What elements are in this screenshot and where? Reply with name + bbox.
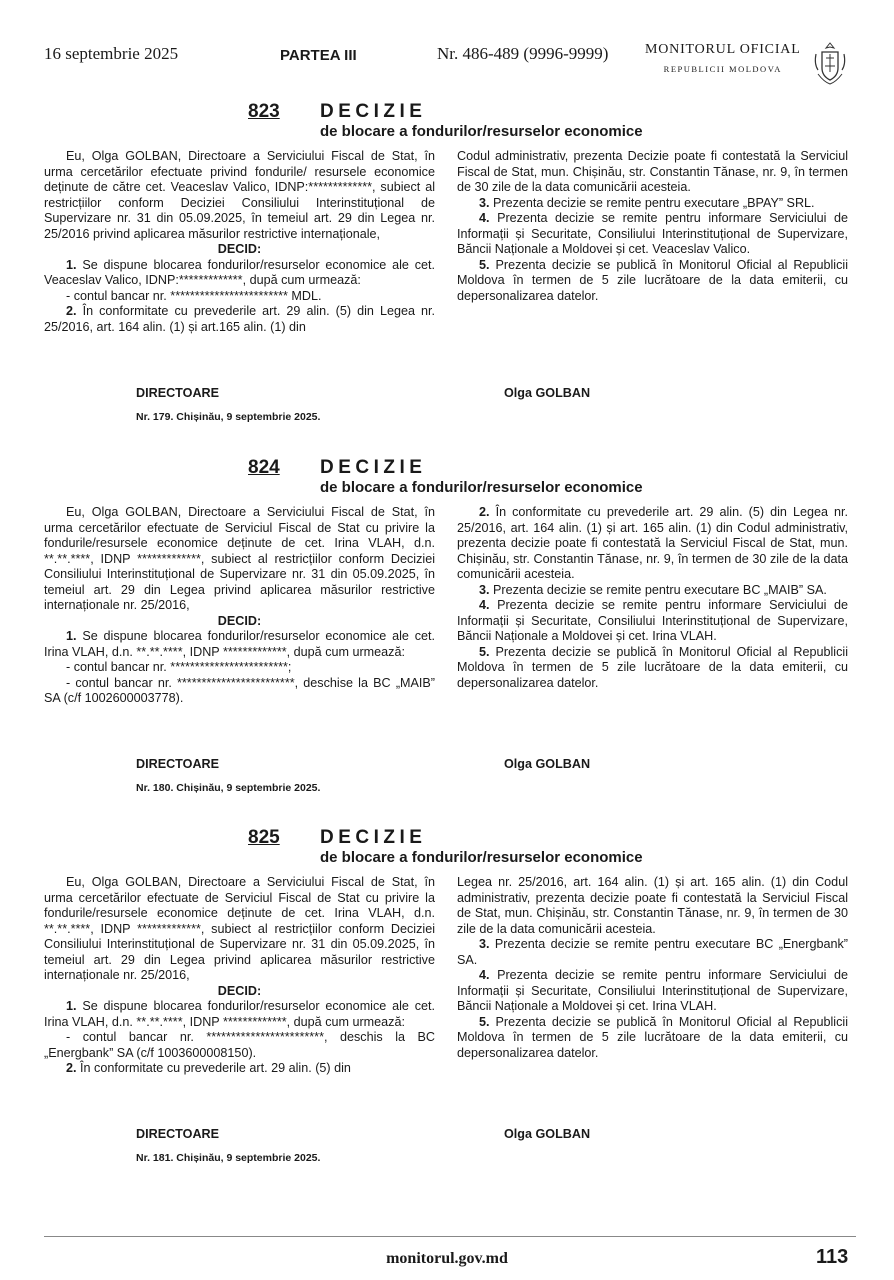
point-number: 3. [479,195,490,210]
decid-heading: DECID: [217,242,262,256]
intro-paragraph: Eu, Olga GOLBAN, Directoare a Serviciului Fiscal de Stat, în urma cercetărilor efectuate privind fondurile/ resursele economice deținute de către cet. Veaceslav Valico, IDNP:*************, subiect al restricțiilor conform Deciziei Consiliului Interinstituțional de Supervizare nr. 31 din 05.09.2025, în temeiul art. 29 din Legea nr. 25/2016 privind aplicarea măsurilor restrictive internaționale, [44,149,435,241]
point-number: 4. [479,968,490,982]
point-number: 5. [479,644,490,659]
point-number: 5. [479,1014,490,1029]
point-text: Prezenta decizie se remite pentru informare Serviciului de Informații și Securitate, Consiliului Interinstituțional de Supervizare, Băncii Naționale a Moldovei și cet. Irina VLAH. [457,598,848,643]
bullet-item: - contul bancar nr. ************************, deschise la BC „MAIB” SA (c/f 1002600003778). [44,675,435,705]
point-1 [44,258,435,289]
point-text: Prezenta decizie se remite pentru executare BC „Energbank” SA. [457,937,848,967]
point-2-continued: Codul administrativ, prezenta Decizie poate fi contestată la Serviciul Fiscal de Stat, mun. Chișinău, str. Constantin Tănase, nr. 9, în termen de 30 zile de la data comunicării acesteia. [457,149,848,194]
point-number: 2. [479,505,490,519]
footer-url: monitorul.gov.md [386,1250,508,1267]
decision-title: DECIZIE [320,101,427,122]
point-number: 1. [66,257,77,272]
decision-825 [44,827,856,1164]
point-3 [457,583,848,599]
page-number: 113 [816,1246,849,1268]
issue-date: 16 septembrie 2025 [44,44,179,63]
point-5 [457,258,848,305]
publication-name-line1: MONITORUL OFICIAL [645,42,801,57]
point-number: 3. [479,937,490,951]
decision-body [44,149,856,423]
point-4 [457,968,848,1015]
publication-name [645,42,801,74]
decision-823 [44,101,856,423]
part-label: PARTEA III [280,47,357,64]
point-number: 4. [479,598,490,612]
point-5 [457,1015,848,1062]
decision-number: 824 [248,457,280,478]
intro-paragraph: Eu, Olga GOLBAN, Directoare a Serviciului Fiscal de Stat, în urma cercetărilor efectuate de Serviciul Fiscal de Stat cu privire la fondurile/resursele economice deținute de cet. Irina VLAH, d.n. **.**.****, IDNP *************, subiect al restricțiilor conform Deciziei Consiliului Interinstituțional de Supervizare nr. 31 din 05.09.2025, în temeiul art. 29 din Legea privind aplicarea măsurilor restrictive internaționale nr. 25/2016, [44,505,435,612]
point-5 [457,645,848,692]
point-2 [44,304,435,335]
decision-reference: Nr. 180. Chișinău, 9 septembrie 2025. [136,782,321,794]
point-text: Prezenta decizie se publică în Monitorul Oficial al Republicii Moldova în termen de 5 zile lucrătoare de la data emiterii, cu depersonalizarea datelor. [457,257,849,303]
publication-name-line2: REPUBLICII MOLDOVA [663,64,782,74]
point-text: Prezenta decizie se remite pentru informare Serviciului de Informații și Securitate, Consiliului Interinstituțional de Supervizare, Băncii Naționale a Moldovei și cet. Veaceslav Valico. [457,211,848,256]
decision-subtitle: de blocare a fondurilor/resurselor economice [320,849,643,866]
point-number: 5. [479,257,490,272]
point-2 [457,505,848,583]
point-3 [457,937,848,968]
left-column [44,505,435,707]
signer-role: DIRECTOARE [136,386,220,400]
decision-heading [44,827,856,869]
point-text: În conformitate cu prevederile art. 29 alin. (5) din Legea nr. 25/2016, art. 164 alin. (1) și art. 165 alin. (1) din Codul administrativ, prezenta decizie poate fi contestată la Serviciul Fiscal de Stat, mun. Chișinău, str. Constantin Tănase, nr. 9, în termen de 30 zile de la data comunicării acesteia. [457,505,849,581]
decision-body [44,505,856,794]
point-1 [44,999,435,1030]
point-text: Se dispune blocarea fondurilor/resurselor economice ale cet. Veaceslav Valico, IDNP:*************, după cum urmează: [44,257,435,287]
left-column [44,875,435,1077]
point-3 [457,196,848,212]
point-text: În conformitate cu prevederile art. 29 alin. (5) din [80,1061,351,1075]
point-text: Prezenta decizie se remite pentru executare „BPAY” SRL. [493,195,815,210]
decision-subtitle: de blocare a fondurilor/resurselor economice [320,123,643,140]
decision-title: DECIZIE [320,827,427,848]
signer-role: DIRECTOARE [136,757,220,771]
decision-824 [44,457,856,794]
point-number: 1. [66,999,77,1013]
point-1 [44,629,435,660]
signer-role: DIRECTOARE [136,1127,220,1141]
point-4 [457,211,848,258]
decision-subtitle: de blocare a fondurilor/resurselor economice [320,479,643,496]
decision-title: DECIZIE [320,457,427,478]
point-text: Prezenta decizie se publică în Monitorul Oficial al Republicii Moldova în termen de 5 zile lucrătoare de la data emiterii, cu depersonalizarea datelor. [457,644,849,690]
point-text: În conformitate cu prevederile art. 29 alin. (5) din Legea nr. 25/2016, art. 164 alin. (1) și art.165 alin. (1) din [44,304,436,334]
decision-reference: Nr. 179. Chișinău, 9 septembrie 2025. [136,411,321,423]
point-number: 2. [66,304,77,318]
right-column [457,875,848,1061]
bullet-item: - contul bancar nr. ************************; [66,660,292,674]
signer-name: Olga GOLBAN [504,757,591,771]
left-column [44,149,435,335]
point-text: Prezenta decizie se remite pentru executare BC „MAIB” SA. [493,582,827,597]
issue-number: Nr. 486-489 (9996-9999) [437,44,609,63]
point-number: 4. [479,211,490,225]
decision-body [44,875,856,1164]
point-2-continued: Legea nr. 25/2016, art. 164 alin. (1) și art. 165 alin. (1) din Codul administrativ, prezenta decizie poate fi contestată la Serviciul Fiscal de Stat, mun. Chișinău, str. Constantin Tănase, nr. 9, în termen de 30 zile de la data comunicării acesteia. [457,875,848,936]
point-number: 1. [66,629,77,643]
decision-heading [44,457,856,499]
coat-of-arms-icon [812,40,848,86]
decid-heading: DECID: [217,613,262,628]
point-number: 2. [66,1061,77,1075]
point-text: Prezenta decizie se remite pentru informare Serviciului de Informații și Securitate, Consiliului Interinstituțional de Supervizare, Băncii Naționale a Moldovei și cet. Irina VLAH. [457,968,848,1013]
right-column [457,505,848,691]
point-number: 3. [479,582,490,597]
signer-name: Olga GOLBAN [504,1127,591,1141]
point-text: Se dispune blocarea fondurilor/resurselor economice ale cet. Irina VLAH, d.n. **.**.****, IDNP *************, după cum urmează: [44,999,435,1029]
bullet-item: - contul bancar nr. ************************, deschis la BC „Energbank” SA (c/f 1003600008150). [44,1030,435,1060]
footer-divider [44,1236,856,1237]
point-text: Prezenta decizie se publică în Monitorul Oficial al Republicii Moldova în termen de 5 zile lucrătoare de la data emiterii, cu depersonalizarea datelor. [457,1014,849,1060]
page-header [44,36,856,96]
bullet-item: - contul bancar nr. ************************ MDL. [66,288,322,303]
point-2 [44,1061,435,1077]
point-text: Se dispune blocarea fondurilor/resurselor economice ale cet. Irina VLAH, d.n. **.**.****, IDNP *************, după cum urmează: [44,629,435,659]
intro-paragraph: Eu, Olga GOLBAN, Directoare a Serviciului Fiscal de Stat, în urma cercetărilor efectuate de Serviciul Fiscal de Stat cu privire la fondurile/resursele economice deținute de cet. Irina VLAH, d.n. **.**.****, IDNP *************, subiect al restricțiilor conform Deciziei Consiliului Interinstituțional de Supervizare nr. 31 din 05.09.2025, în temeiul art. 29 din Legea privind aplicarea măsurilor restrictive internaționale nr. 25/2016, [44,875,435,982]
decision-reference: Nr. 181. Chișinău, 9 septembrie 2025. [136,1152,321,1164]
decid-heading: DECID: [217,983,262,998]
decision-number: 825 [248,827,280,848]
right-column [457,149,848,304]
point-4 [457,598,848,645]
decision-number: 823 [248,101,280,122]
decision-heading [44,101,856,143]
signer-name: Olga GOLBAN [504,386,591,400]
